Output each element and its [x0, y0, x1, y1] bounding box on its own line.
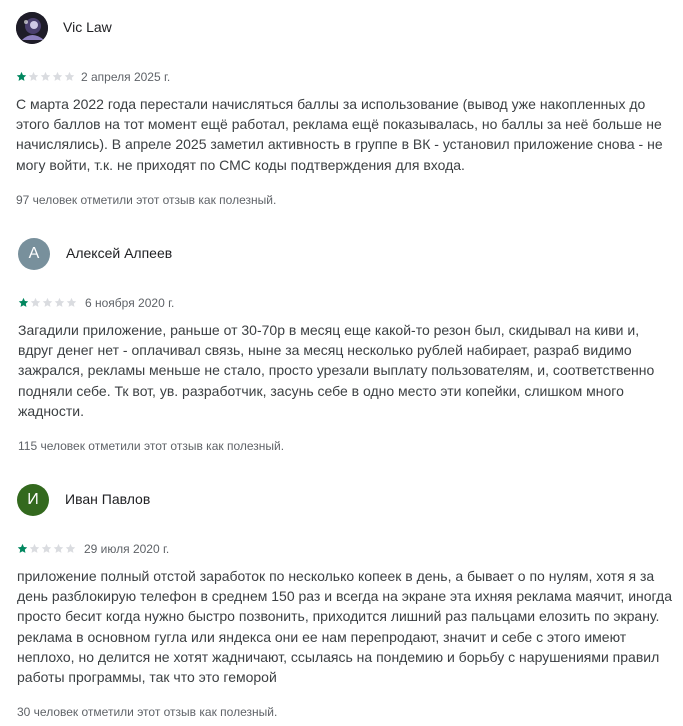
review-author: Иван Павлов: [65, 491, 151, 507]
helpful-count: 97 человек отметили этот отзыв как полезный.: [16, 193, 277, 207]
review-author: Алексей Алпеев: [66, 245, 173, 261]
review-date: 2 апреля 2025 г.: [81, 70, 171, 84]
review-author: Vic Law: [63, 19, 112, 35]
helpful-count: 115 человек отметили этот отзыв как полезный.: [18, 439, 285, 453]
star-filled-icon: [18, 297, 29, 308]
review-text: С марта 2022 года перестали начисляться баллы за использование (вывод уже накопленных до этого баллов на тот момент ещё работал, реклама ещё показывалась, но баллы за неё больше не начислялись). В апреле 2025 заметил активность в группе в ВК - установил приложение снова - не могу войти, т.к. не приходят по СМС коды подтверждения для входа.: [16, 96, 663, 173]
avatar-image-icon: [16, 12, 48, 44]
review-date: 6 ноября 2020 г.: [85, 296, 175, 310]
avatar: [18, 238, 50, 270]
star-filled-icon: [17, 543, 28, 554]
star-empty-icon: [28, 71, 39, 82]
avatar-letter: A: [28, 245, 40, 262]
star-empty-icon: [30, 297, 41, 308]
star-empty-icon: [42, 297, 53, 308]
star-empty-icon: [66, 297, 77, 308]
avatar: [17, 484, 49, 516]
star-empty-icon: [53, 543, 64, 554]
star-empty-icon: [52, 71, 63, 82]
star-filled-icon: [16, 71, 27, 82]
rating-stars: [18, 297, 77, 308]
avatar: [16, 12, 48, 44]
review-text: приложение полный отстой заработок по несколько копеек в день, а бывает о по нулям, хотя я за день разблокирую телефон в среднем 150 раз и всегда на экране эта ихняя реклама маячит, иногда просто бесит когда нужно быстро позвонить, приходится лишний раз пальцами елозить по экрану. реклама в основном гугла или яндекса они ее нам перепродают, значит и себе с этого имеют неплохо, но делится не хотят жадничают, ссылаясь на пондемию и борьбу с нарушениями правил работы программы, так что это геморой: [17, 568, 672, 686]
avatar-letter: И: [27, 491, 39, 508]
star-empty-icon: [40, 71, 51, 82]
star-empty-icon: [65, 543, 76, 554]
rating-stars: [16, 71, 75, 82]
review-text: Загадили приложение, раньше от 30-70р в месяц еще какой-то резон был, скидывал на киви и, вдруг денег нет - оплачивал связь, ныне за месяц несколько рублей набирает, разраб видимо зажрался, рекламы меньше не стало, просто урезали выплату пользователям, и, соответственно подняли себе. Тк вот, ув. разработчик, засунь себе в одно место эти копейки, слишком много жадности.: [18, 322, 655, 419]
review-date: 29 июля 2020 г.: [84, 542, 170, 556]
rating-stars: [17, 543, 76, 554]
star-empty-icon: [41, 543, 52, 554]
star-empty-icon: [64, 71, 75, 82]
star-empty-icon: [54, 297, 65, 308]
star-empty-icon: [29, 543, 40, 554]
helpful-count: 30 человек отметили этот отзыв как полезный.: [17, 705, 278, 719]
